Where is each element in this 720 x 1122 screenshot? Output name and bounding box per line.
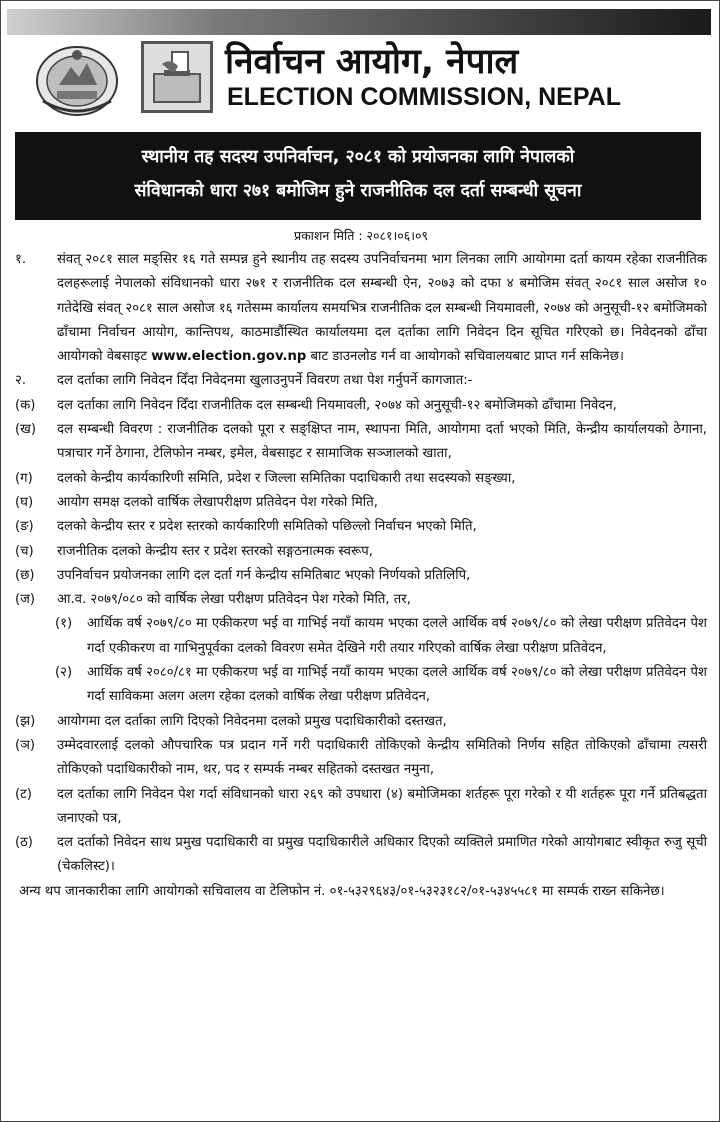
paragraph-marker: १. <box>15 252 27 267</box>
item-marker: (क) <box>15 397 36 413</box>
item-text: आयोगमा दल दर्ताका लागि दिएको निवेदनमा दलको प्रमुख पदाधिकारीको दस्तखत, <box>57 713 447 729</box>
sub-list-item <box>15 612 707 661</box>
paragraph-text: बाट डाउनलोड गर्न वा आयोगको सचिवालयबाट प्राप्त गर्न सकिनेछ। <box>310 349 624 365</box>
item-marker: (ग) <box>15 470 33 486</box>
item-marker: (ञ) <box>15 737 36 753</box>
item-text: दलको केन्द्रीय स्तर र प्रदेश स्तरको कार्यकारिणी समितिको पछिल्लो निर्वाचन भएको मिति, <box>57 519 477 535</box>
item-text: आ.व. २०७९/०८० को वार्षिक लेखा परीक्षण प्रतिवेदन पेश गरेको मिति, तर, <box>57 592 411 608</box>
item-marker: (ठ) <box>15 835 33 851</box>
list-item <box>15 734 707 783</box>
item-text: दल सम्बन्धी विवरण : राजनीतिक दलको पूरा र सङ्क्षिप्त नाम, स्थापना मिति, आयोगमा दर्ता भएको मिति, केन्द्रीय कार्यालयको ठेगाना, पत्राचार गर्ने ठेगाना, टेलिफोन नम्बर, इमेल, वेबसाइट र सामाजिक सञ्जालको खाता, <box>57 422 707 462</box>
item-text: राजनीतिक दलको केन्द्रीय स्तर र प्रदेश स्तरको सङ्गठनात्मक स्वरूप, <box>57 543 373 559</box>
sub-list-item <box>15 661 707 710</box>
list-item <box>15 394 707 418</box>
sub-item-text: आर्थिक वर्ष २०८०/८१ मा एकीकरण भई वा गाभिई नयाँ कायम भएका दलले आर्थिक वर्ष २०७९/८० को लेखा परीक्षण प्रतिवेदन पेश गर्दा साविकमा अलग अलग रहेका दलको वार्षिक लेखा परीक्षण प्रतिवेदन, <box>87 665 707 705</box>
paragraph-2 <box>15 369 707 393</box>
top-gradient-bar <box>7 9 711 35</box>
list-item <box>15 515 707 539</box>
item-text: दलको केन्द्रीय कार्यकारिणी समिति, प्रदेश र जिल्ला समितिका पदाधिकारी तथा सदस्यको सङ्ख्या, <box>57 470 516 486</box>
list-item <box>15 540 707 564</box>
nepal-emblem-icon <box>29 41 125 117</box>
ballot-logo-icon <box>141 41 213 113</box>
item-marker: (च) <box>15 543 34 559</box>
list-item <box>15 831 707 880</box>
commission-title-english: ELECTION COMMISSION, NEPAL <box>227 83 621 111</box>
item-marker: (ङ) <box>15 519 34 535</box>
publish-date: प्रकाशन मिति : २०८१।०६।०९ <box>293 228 429 243</box>
item-text: आयोग समक्ष दलको वार्षिक लेखापरीक्षण प्रतिवेदन पेश गरेको मिति, <box>57 494 378 510</box>
item-marker: (छ) <box>15 567 35 583</box>
item-text: दल दर्ताका लागि निवेदन पेश गर्दा संविधानको धारा २६९ को उपधारा (४) बमोजिमका शर्तहरू पूरा गरेको र यी शर्तहरू पूरा गर्ने प्रतिबद्धता जनाएको पत्र, <box>57 786 707 826</box>
closing-contact-note: अन्य थप जानकारीका लागि आयोगको सचिवालय वा टेलिफोन नं. ०१-५३२९६४३/०१-५३२३१८२/०१-५३४५५८१ मा सम्पर्क राख्न सकिनेछ। <box>19 883 665 899</box>
item-marker: (ट) <box>15 786 32 802</box>
list-item <box>15 564 707 588</box>
paragraph-text: संवत् २०८१ साल मङ्सिर १६ गते सम्पन्न हुने स्थानीय तह सदस्य उपनिर्वाचनमा भाग लिनका लागि आयोगमा दर्ता कायम रहेका राजनीतिक दलहरूलाई नेपालको संविधानको धारा २७१ र राजनीतिक दल सम्बन्धी ऐन, २०७३ को दफा ४ बमोजिम संवत् २०८१ साल असोज १० गतेदेखि संवत् २०८१ साल असोज १६ गतेसम्म कार्यालय समयभित्र राजनीतिक दल सम्बन्धी नियमावली, २०७४ को अनुसूची-१२ बमोजिमको ढाँचामा निर्वाचन आयोग, कान्तिपथ, काठमाडौंस्थित कार्यालयमा दल दर्ताका लागि निवेदन दिन सूचित गरिएको छ। निवेदनको ढाँचा आयोगको वेबसाइट <box>57 252 707 365</box>
item-marker: (ख) <box>15 422 37 438</box>
item-text: दल दर्ताको निवेदन साथ प्रमुख पदाधिकारी वा प्रमुख पदाधिकारीले अधिकार दिएको व्यक्तिले प्रमाणित गरेको आयोगबाट स्वीकृत रुजु सूची (चेकलिस्ट)। <box>57 835 707 875</box>
sub-item-marker: (२) <box>55 665 73 681</box>
paragraph-1 <box>15 248 707 369</box>
item-text: दल दर्ताका लागि निवेदन दिँदा राजनीतिक दल सम्बन्धी नियमावली, २०७४ को अनुसूची-१२ बमोजिमको ढाँचामा निवेदन, <box>57 397 617 413</box>
list-item <box>15 418 707 467</box>
commission-title-nepali: निर्वाचन आयोग, नेपाल <box>225 42 519 82</box>
notice-heading-banner <box>15 132 701 220</box>
paragraph-marker: २. <box>15 373 27 389</box>
item-marker: (झ) <box>15 713 36 729</box>
list-item <box>15 588 707 612</box>
item-text: उम्मेदवारलाई दलको औपचारिक पत्र प्रदान गर्ने गरी पदाधिकारी तोकिएको केन्द्रीय समितिको निर्णय सहित तोकिएको ढाँचामा त्यसरी तोकिएको पदाधिकारीको नाम, थर, पद र सम्पर्क नम्बर सहितको दस्तखत नमुना, <box>57 737 707 778</box>
sub-item-marker: (१) <box>55 616 73 632</box>
list-item <box>15 783 707 832</box>
heading-line-1: स्थानीय तह सदस्य उपनिर्वाचन, २०८१ को प्रयोजनका लागि नेपालको <box>141 147 575 167</box>
paragraph-text: दल दर्ताका लागि निवेदन दिँदा निवेदनमा खुलाउनुपर्ने विवरण तथा पेश गर्नुपर्ने कागजात:- <box>57 373 473 389</box>
heading-line-2: संविधानको धारा २७१ बमोजिम हुने राजनीतिक दल दर्ता सम्बन्धी सूचना <box>134 181 582 201</box>
item-marker: (ज) <box>15 592 36 608</box>
website-link[interactable]: www.election.gov.np <box>151 349 307 365</box>
notice-body <box>15 248 707 904</box>
list-item <box>15 710 707 734</box>
list-item <box>15 491 707 515</box>
list-item <box>15 467 707 491</box>
item-marker: (घ) <box>15 494 34 510</box>
sub-item-text: आर्थिक वर्ष २०७९/८० मा एकीकरण भई वा गाभिई नयाँ कायम भएका दलले आर्थिक वर्ष २०७९/८० को लेखा परीक्षण प्रतिवेदन पेश गर्दा एकीकरण वा गाभिनुपूर्वका दलको विवरण समेत देखिने गरी तयार गरिएको वार्षिक लेखा परीक्षण प्रतिवेदन, <box>87 616 707 656</box>
item-text: उपनिर्वाचन प्रयोजनका लागि दल दर्ता गर्न केन्द्रीय समितिबाट भएको निर्णयको प्रतिलिपि, <box>57 567 471 583</box>
